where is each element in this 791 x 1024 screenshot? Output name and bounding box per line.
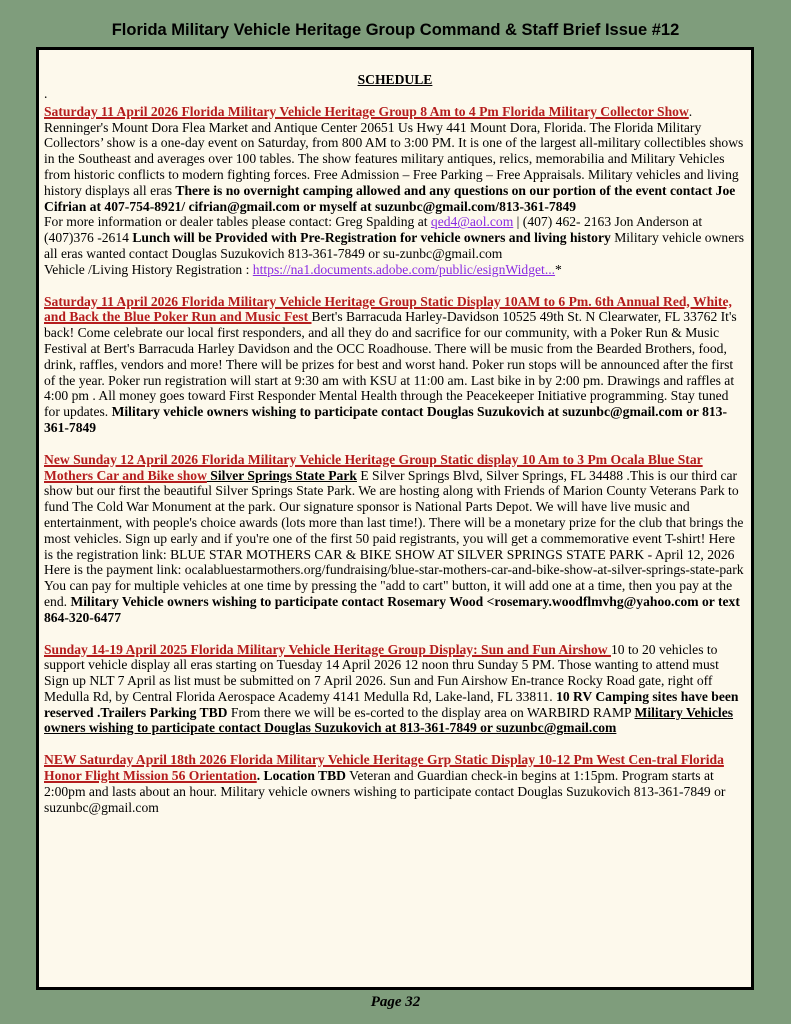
event-body: E Silver Springs Blvd, Silver Springs, FL 34488 .This is our third car show but our first the beautiful Silver Springs State Park. We are hosting along with Friends of Marion County Veterans Park to fund The Cold War Monument at the park. Our signature sponsor is National Parts Depot. We will have live music and entertainment, with people's choice awards (lots more than last time!). There will be a monetary prize for the club that brings the most vehicles. Sign up early and if you're one of the first 50 paid registrants, you will get a commemorative event T-shirt! Here is the registration link: BLUE STAR MOTHERS CAR & BIKE SHOW AT SILVER SPRINGS STATE PARK - April 12, 2026 Here is the payment link: ocalabluestarmothers.org/fundraising/blue-star-mothers-car-and-bike-show-at-silver-springs-state-park You can pay for multiple vehicles at one time by pressing the "add to cart" button, it will add one at a time, then you pay at the end. — [44, 467, 744, 609]
event-contact: Military vehicle owners wishing to participate contact Douglas Suzukovich at suzunbc@gmail.com or 813-361-7849 — [44, 404, 727, 435]
event-body: Veteran and Guardian check-in begins at 1:15pm. Program starts at 2:00pm and lasts about an hour. Military vehicle owners wishing to participate contact Douglas Suzukovich 813-361-7849 or suzunbc@gmail.com — [44, 768, 726, 815]
event-location: Silver Springs State Park — [206, 467, 357, 483]
event-location: . Location TBD — [256, 768, 346, 784]
event-heading[interactable]: NEW Saturday April 18th 2026 Florida Military Vehicle Heritage Grp Static Display 10-12 Pm West Cen-tral Florida Honor Flight Mission 56 Orientation — [44, 752, 724, 784]
registration-link[interactable]: https://na1.documents.adobe.com/public/esignWidget... — [252, 261, 556, 277]
event-poker-run — [44, 294, 746, 436]
event-owners-note: Military vehicle owners all eras wanted contact Douglas Suzukovich 813-361-7849 or su-zunbc@gmail.com — [44, 230, 745, 261]
email-link[interactable]: qed4@aol.com — [430, 214, 514, 230]
event-contact: Military Vehicle owners wishing to participate contact Rosemary Wood <rosemary.woodflmvhg@yahoo.com or text 864-320-6477 — [44, 593, 740, 625]
event-contact: There is no overnight camping allowed and any questions on our portion of the event contact Joe Cifrian at 407-754-8921/ cifrian@gmail.com or myself at suzunbc@gmail.com/813-361-7849 — [44, 182, 736, 214]
event-body: Bert's Barracuda Harley-Davidson 10525 49th St. N Clearwater, FL 33762 It's back! Come celebrate our local first responders, and all they do and sacrifice for our community, with a Poker Run & Music Festival at Bert's Barracuda Harley Davidson and the OCC Roadhouse. There will be music from the Bearded Brothers, food, drink, raffles, vendors and more! There will be prizes for best and worst hand. Poker run stops will be announced after the first of the year. Poker run registration will start at 9:30 am with KSU at 11:00 am. Last bike in by 2:00 pm. Drawings and raffles at 4:00 pm . All money goes toward First Responder Mental Health through the Peacekeeper Initiative programming. Stay tuned for updates. — [44, 309, 737, 420]
event-heading[interactable]: Sunday 14-19 April 2025 Florida Military Vehicle Heritage Group Display: Sun and Fun Airshow — [44, 641, 611, 657]
event-body: . Renninger's Mount Dora Flea Market and Antique Center 20651 Us Hwy 441 Mount Dora, Florida. The Florida Military Collectors’ show is a one-day event on Saturday, from 800 AM to 3:00 PM. It is one of the largest all-military collectibles shows in the Southeast and averages over 100 tables. The show features military antiques, relics, memorabilia and Military Vehicles from historic conflicts to modern fighting forces. Free Admission – Free Parking – Free Appraisals. Military vehicles and living history displays all eras — [44, 103, 744, 198]
registration-star: * — [555, 261, 562, 277]
schedule-content — [44, 53, 746, 831]
event-heading[interactable]: Saturday 11 April 2026 Florida Military Vehicle Heritage Group Static Display 10AM to 6 Pm. 6th Annual Red, White, and Back the Blue Poker Run and Music Fest — [44, 293, 732, 325]
event-collector-show — [44, 104, 746, 278]
event-blue-star-show — [44, 452, 746, 626]
event-info: For more information or dealer tables please contact: Greg Spalding at — [44, 214, 431, 230]
page-header-title: Florida Military Vehicle Heritage Group Command & Staff Brief Issue #12 — [111, 21, 680, 39]
registration-label: Vehicle /Living History Registration : — [44, 261, 253, 277]
event-contact: Military Vehicles owners wishing to participate contact Douglas Suzukovich at 813-361-7849 or suzunbc@gmail.com — [44, 704, 734, 736]
page-number: Page 32 — [370, 994, 421, 1010]
schedule-title: SCHEDULE — [357, 72, 433, 87]
event-body-2: From there we will be es-corted to the display area on WARBIRD RAMP — [227, 704, 635, 720]
event-heading[interactable]: New Sunday 12 April 2026 Florida Military Vehicle Heritage Group Static display 10 Am to 3 Pm Ocala Blue Star Mothers Car and Bike show — [44, 451, 703, 483]
lunch-note: Lunch will be Provided with Pre-Registration for vehicle owners and living history — [132, 230, 611, 246]
event-honor-flight — [44, 752, 746, 815]
rv-camping-note: 10 RV Camping sites have been reserved .Trailers Parking TBD — [44, 688, 739, 720]
leading-dot: . — [44, 85, 48, 101]
event-info-phone: | (407) 462- 2163 Jon Anderson at (407)376 -2614 — [44, 214, 703, 246]
event-heading[interactable]: Saturday 11 April 2026 Florida Military Vehicle Heritage Group 8 Am to 4 Pm Florida Military Collector Show — [44, 103, 689, 119]
event-sun-and-fun — [44, 642, 746, 737]
content-panel — [36, 47, 754, 990]
event-body: 10 to 20 vehicles to support vehicle display all eras starting on Tuesday 14 April 2026 12 noon thru Sunday 5 PM. Those wanting to attend must Sign up NLT 7 April as list must be submitted on 7 April 2026. Sun and Fun Airshow En-trance Rocky Road gate, right off Medulla Rd, by Central Florida Aerospace Academy 4141 Medulla Rd, Lake-land, FL 33811. — [44, 641, 719, 704]
